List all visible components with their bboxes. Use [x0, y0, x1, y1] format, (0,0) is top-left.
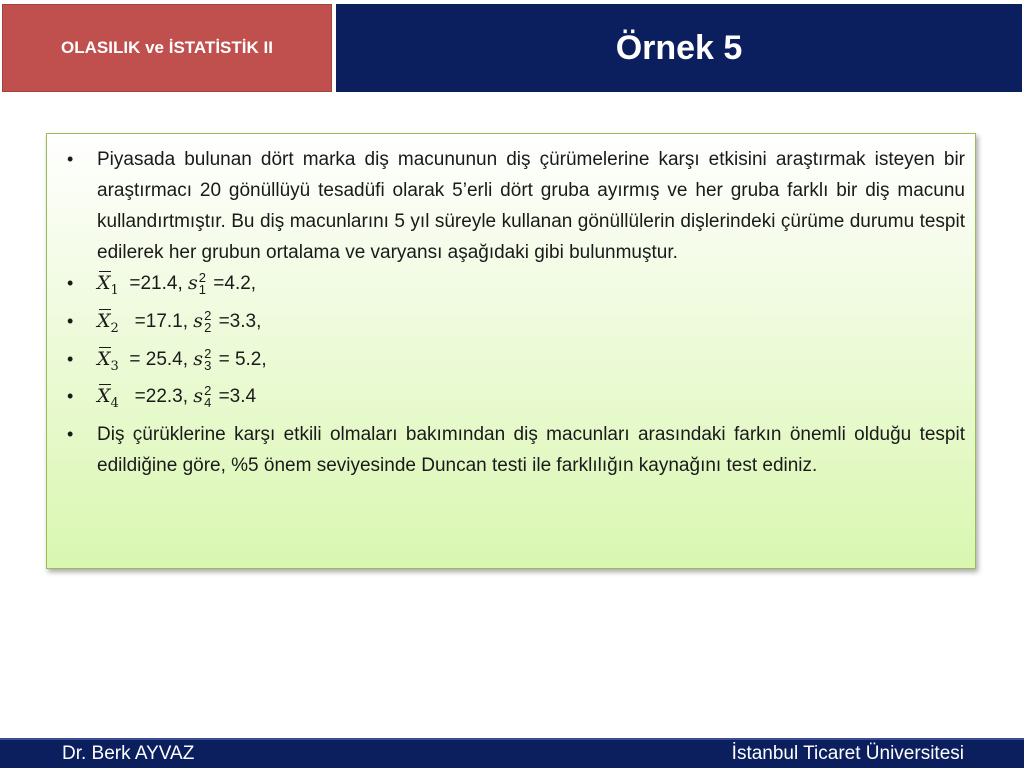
variance-indices	[198, 269, 207, 297]
variance-indices	[204, 307, 212, 335]
bullet-icon: •	[67, 149, 74, 169]
list-item-group-3	[57, 344, 965, 382]
mean-index: 2	[110, 320, 119, 336]
variance-exponent: 2	[204, 307, 212, 323]
variance-symbol: s	[188, 272, 198, 294]
mean-symbol: X	[97, 306, 111, 337]
slide-title: Örnek 5	[615, 28, 743, 67]
course-title-banner	[2, 4, 332, 92]
variance-value: =4.2,	[213, 273, 257, 294]
mean-index: 4	[110, 396, 119, 412]
footer-author: Dr. Berk AYVAZ	[62, 743, 195, 764]
course-title: OLASILIK ve İSTATİSTİK II	[61, 38, 273, 57]
variance-index: 4	[204, 395, 212, 411]
variance-symbol: s	[193, 309, 204, 332]
footer-bar	[0, 738, 1024, 768]
mean-symbol: X	[97, 344, 111, 375]
variance-value: =3.3,	[218, 310, 262, 332]
mean-value: =21.4,	[129, 273, 183, 294]
list-item-group-1	[57, 268, 965, 306]
bullet-icon: •	[67, 386, 74, 407]
footer-institution: İstanbul Ticaret Üniversitesi	[731, 743, 964, 764]
question-text: Diş çürüklerine karşı etkili olmaları bakımından diş macunları arasındaki farkın önemli olduğu tespit edildiğine göre, %5 önem seviyesinde Duncan testi ile farklılığın kaynağını test ediniz.	[97, 424, 965, 477]
variance-index: 2	[204, 319, 212, 335]
variance-value: =3.4	[218, 386, 257, 408]
variance-indices	[204, 385, 211, 409]
bullet-icon: •	[67, 424, 74, 445]
variance-symbol: s	[193, 385, 204, 408]
mean-symbol: X	[97, 268, 111, 299]
mean-value: =17.1,	[134, 310, 189, 332]
variance-exponent: 2	[204, 345, 212, 361]
list-item-question	[57, 419, 965, 481]
list-item-intro	[57, 144, 965, 268]
bullet-list	[57, 144, 965, 481]
intro-text: Piyasada bulunan dört marka diş macununun diş çürümelerine karşı etkisini araştırmak isteyen bir araştırmacı 20 gönüllüyü tesadüfi olarak 5’erli dört gruba ayırmış ve her gruba farklı bir diş macunu kullandırtmıştır. Bu diş macunlarını 5 yıl süreyle kullanan gönüllülerin dişlerindeki çürüme durumu tespit edilerek her grubun ortalama ve varyansı aşağıdaki gibi bulunmuştur.	[97, 149, 965, 263]
variance-indices	[204, 345, 212, 373]
variance-exponent: 2	[198, 269, 207, 285]
variance-exponent: 2	[204, 383, 212, 399]
variance-value: = 5.2,	[218, 348, 267, 370]
bullet-icon: •	[67, 310, 74, 331]
mean-index: 1	[110, 282, 119, 298]
bullet-icon: •	[67, 273, 74, 293]
slide-title-banner	[336, 4, 1022, 92]
variance-index: 1	[198, 281, 207, 297]
mean-index: 3	[110, 358, 119, 374]
content-box	[46, 133, 976, 569]
variance-symbol: s	[193, 347, 204, 370]
list-item-group-2	[57, 306, 965, 344]
bullet-icon: •	[67, 348, 74, 369]
list-item-group-4	[57, 381, 965, 419]
mean-symbol: X	[97, 381, 111, 412]
mean-value: =22.3,	[134, 386, 189, 408]
mean-value: = 25.4,	[129, 348, 189, 370]
variance-index: 3	[204, 357, 212, 373]
